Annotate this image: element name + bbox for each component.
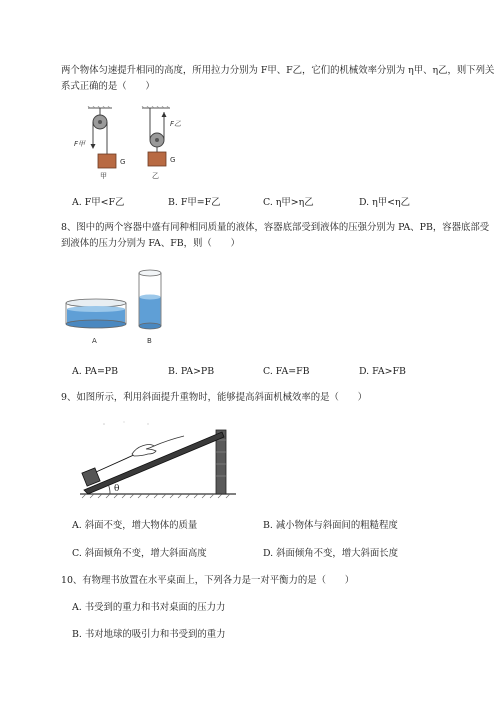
- q7-option-a[interactable]: A. F甲<F乙: [72, 197, 125, 208]
- incline-figure: [74, 418, 242, 504]
- q10-option-a[interactable]: A. 书受到的重力和书对桌面的压力力: [72, 602, 226, 613]
- f-jia-label: F甲: [74, 140, 86, 148]
- q8-option-c[interactable]: C. FA=FB: [263, 366, 310, 377]
- q10-stem: 10、有物理书放置在水平桌面上，下列各力是一对平衡力的是（ ）: [61, 575, 355, 586]
- pulley-figure: [70, 106, 200, 182]
- q9-option-b[interactable]: B. 减小物体与斜面间的粗糙程度: [263, 520, 398, 531]
- q8-stem-line1: 8、图中的两个容器中盛有同种相同质量的液体，容器底部受到液体的压强分别为 PA、PB，容器底部受: [61, 222, 490, 233]
- q9-option-c[interactable]: C. 斜面倾角不变，增大斜面高度: [72, 548, 207, 559]
- q10-option-b[interactable]: B. 书对地球的吸引力和书受到的重力: [72, 629, 226, 640]
- incline-board: [84, 432, 224, 494]
- q8-option-a[interactable]: A. PA=PB: [72, 366, 118, 377]
- block-yi: [148, 152, 166, 166]
- q7-option-b[interactable]: B. F甲=F乙: [168, 197, 221, 208]
- theta-label: θ: [114, 484, 120, 494]
- g-label-1: G: [120, 158, 126, 166]
- g-label-2: G: [170, 156, 176, 164]
- q7-stem-line2: 系式正确的是（ ）: [61, 81, 155, 92]
- label-b: B: [147, 337, 152, 345]
- q7-option-c[interactable]: C. η甲>η乙: [263, 197, 314, 208]
- q7-stem-line1: 两个物体匀速提升相同的高度，所用拉力分别为 F甲、F乙，它们的机械效率分别为 η甲、η乙，则下列关: [61, 65, 495, 76]
- q8-stem-line2: 到液体的压力分别为 FA、FB，则（ ）: [61, 238, 240, 249]
- q9-option-d[interactable]: D. 斜面倾角不变，增大斜面长度: [263, 548, 399, 559]
- yi-label: 乙: [152, 172, 159, 180]
- q9-option-a[interactable]: A. 斜面不变，增大物体的质量: [72, 520, 198, 531]
- container-b-liquid: [140, 297, 161, 326]
- block-jia: [98, 154, 116, 168]
- incline-block: [82, 468, 100, 486]
- q9-stem: 9、如图所示，利用斜面提升重物时，能够提高斜面机械效率的是（ ）: [61, 392, 367, 403]
- q8-option-d[interactable]: D. FA>FB: [359, 366, 406, 377]
- f-yi-label: F乙: [170, 120, 182, 128]
- jia-label: 甲: [100, 172, 107, 180]
- q7-option-d[interactable]: D. η甲<η乙: [359, 197, 410, 208]
- q8-option-b[interactable]: B. PA>PB: [168, 366, 215, 377]
- hand-icon: [132, 445, 156, 457]
- containers-figure: [64, 266, 176, 348]
- label-a: A: [92, 337, 97, 345]
